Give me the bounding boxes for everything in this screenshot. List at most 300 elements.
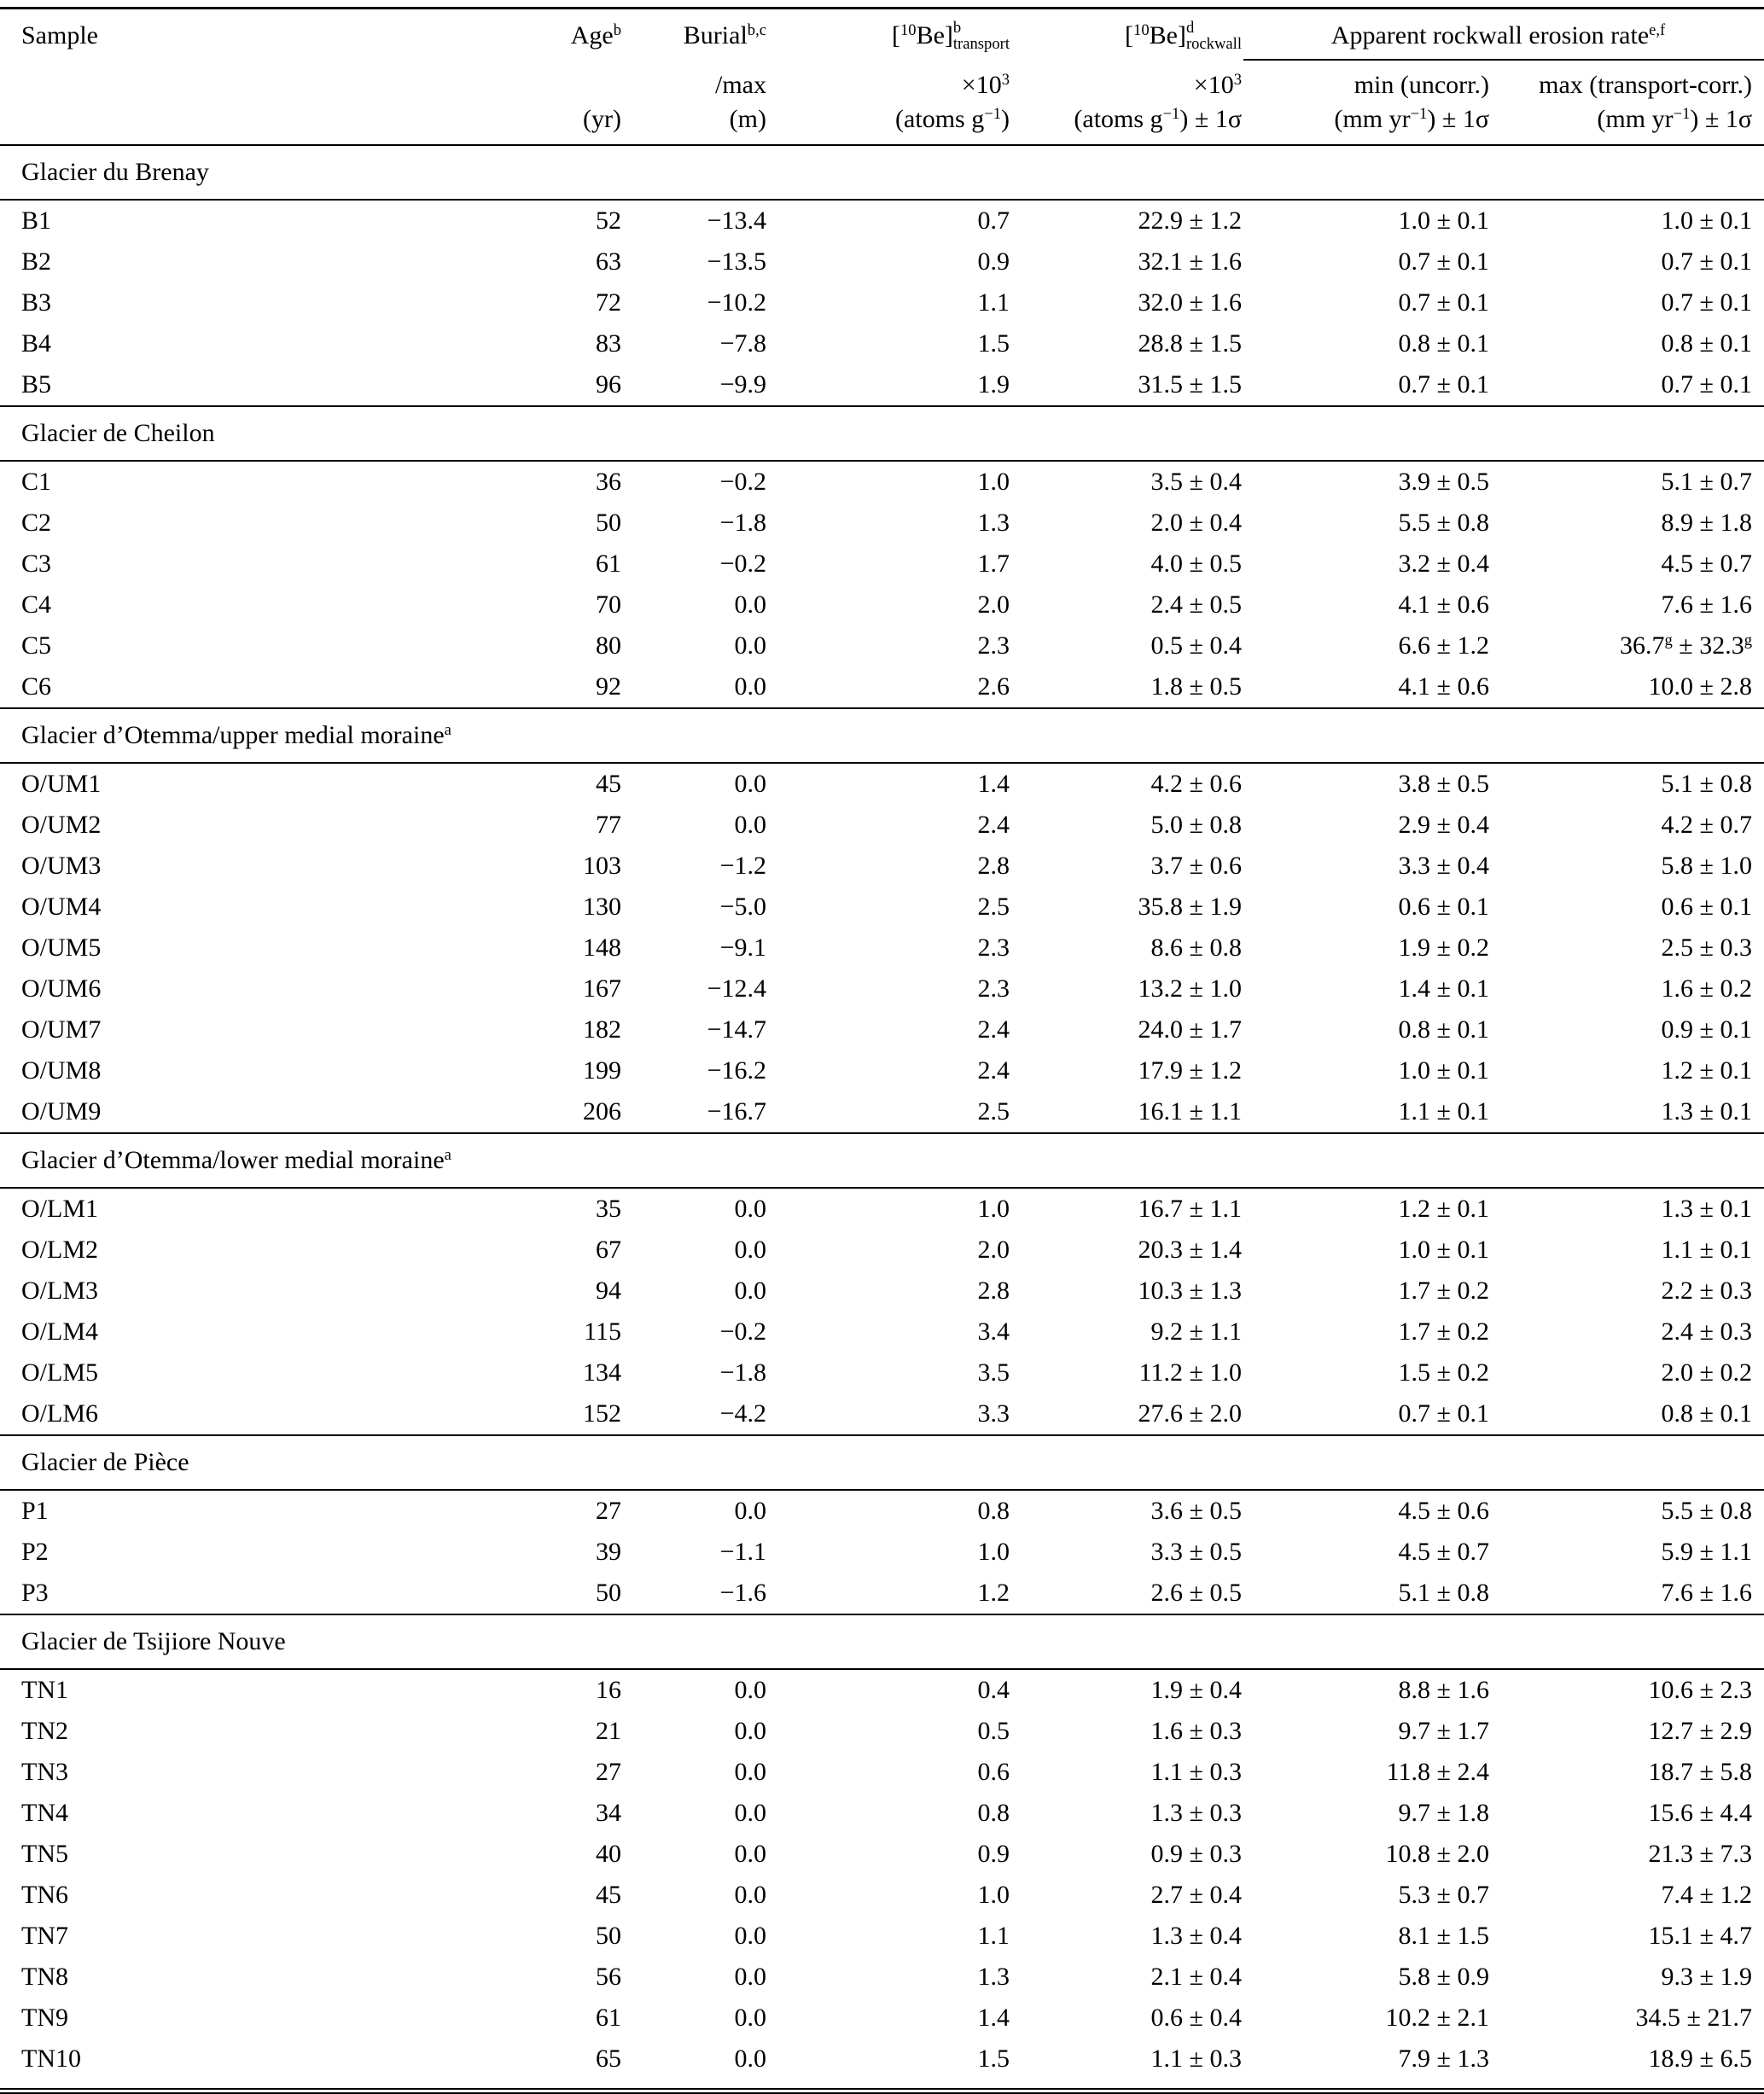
be-rockwall-cell: 11.2 ± 1.0 [1138, 1358, 1242, 1387]
table-row [0, 544, 1764, 585]
section-title: Glacier d’Otemma/lower medial moraine$^a$ [0, 1133, 1764, 1188]
sample-cell: C3 [21, 550, 52, 578]
erosion-min-cell: 0.7 ± 0.1 [1398, 1399, 1489, 1428]
table-row [0, 2039, 1764, 2079]
burial-cell: −5.0 [719, 893, 766, 921]
table-row [0, 1998, 1764, 2039]
table-row [0, 364, 1764, 406]
col-header-age: Age$^b$ [570, 20, 621, 49]
be-transport-cell: 1.3 [977, 1963, 1010, 1991]
be-rockwall-cell: 8.6 ± 0.8 [1150, 934, 1242, 962]
be-transport-cell: 0.4 [977, 1676, 1010, 1704]
erosion-min-cell: 9.7 ± 1.8 [1398, 1799, 1489, 1827]
be-transport-cell: 2.8 [977, 1277, 1010, 1305]
section-header-row [0, 145, 1764, 200]
table-row [0, 1711, 1764, 1752]
be-rockwall-cell: 5.0 ± 0.8 [1150, 811, 1242, 839]
erosion-max-cell: 2.5 ± 0.3 [1661, 934, 1753, 962]
age-cell: 45 [596, 1881, 621, 1909]
be-rockwall-cell: 1.3 ± 0.3 [1150, 1799, 1242, 1827]
erosion-min-cell: 3.9 ± 0.5 [1398, 468, 1489, 496]
table-row [0, 1752, 1764, 1793]
be-transport-cell: 1.0 [977, 1195, 1010, 1223]
erosion-min-cell: 7.9 ± 1.3 [1398, 2045, 1489, 2073]
burial-cell: 0.0 [734, 1881, 766, 1909]
burial-cell: 0.0 [734, 2045, 766, 2073]
sample-cell: TN7 [21, 1922, 68, 1950]
erosion-max-cell: 0.9 ± 0.1 [1661, 1015, 1753, 1044]
age-cell: 45 [596, 770, 621, 798]
age-cell: 134 [583, 1358, 621, 1387]
sample-cell: O/UM3 [21, 852, 102, 880]
burial-cell: 0.0 [734, 1277, 766, 1305]
age-cell: 70 [596, 590, 621, 619]
age-cell: 199 [583, 1056, 621, 1085]
age-cell: 50 [596, 1922, 621, 1950]
be-rockwall-cell: 2.4 ± 0.5 [1150, 590, 1242, 619]
burial-cell: 0.0 [734, 1922, 766, 1950]
age-cell: 94 [596, 1277, 621, 1305]
be-transport-cell: 1.5 [977, 2045, 1010, 2073]
be-rockwall-cell: 32.0 ± 1.6 [1138, 288, 1242, 317]
be-transport-cell: 1.0 [977, 1881, 1010, 1909]
subheader-burial-max: /max [715, 71, 766, 99]
sample-cell: O/UM2 [21, 811, 102, 839]
age-cell: 103 [583, 852, 621, 880]
be-rockwall-cell: 3.3 ± 0.5 [1150, 1538, 1242, 1566]
erosion-min-cell: 9.7 ± 1.7 [1398, 1717, 1489, 1745]
erosion-max-cell: 18.9 ± 6.5 [1648, 2045, 1753, 2073]
be-rockwall-cell: 1.6 ± 0.3 [1150, 1717, 1242, 1745]
table-row [0, 1188, 1764, 1230]
burial-cell: 0.0 [734, 1676, 766, 1704]
burial-cell: −16.7 [707, 1097, 766, 1126]
be-rockwall-cell: 2.7 ± 0.4 [1150, 1881, 1242, 1909]
table-row [0, 887, 1764, 928]
table-row [0, 968, 1764, 1009]
burial-cell: 0.0 [734, 590, 766, 619]
header-row-subheaders [0, 60, 1764, 101]
table-row [0, 585, 1764, 625]
be-transport-cell: 1.5 [977, 329, 1010, 358]
be-rockwall-cell: 2.0 ± 0.4 [1150, 509, 1242, 537]
be-rockwall-cell: 3.6 ± 0.5 [1150, 1497, 1242, 1525]
erosion-max-cell: 1.6 ± 0.2 [1661, 974, 1753, 1003]
section-header-row [0, 1133, 1764, 1188]
data-table-container [0, 7, 1764, 2094]
burial-cell: 0.0 [734, 672, 766, 701]
section-title: Glacier de Tsijiore Nouve [0, 1614, 1764, 1669]
sample-cell: O/UM4 [21, 893, 102, 921]
erosion-min-cell: 1.9 ± 0.2 [1398, 934, 1489, 962]
table-row [0, 323, 1764, 364]
section-title: Glacier de Cheilon [0, 406, 1764, 461]
sample-cell: C6 [21, 672, 52, 701]
erosion-max-cell: 10.0 ± 2.8 [1648, 672, 1753, 701]
subheader-transport-scale: $\times 10^3$ [961, 70, 1010, 99]
be-rockwall-cell: 0.5 ± 0.4 [1150, 631, 1242, 660]
table-row [0, 1393, 1764, 1435]
col-header-erosion-group: Apparent rockwall erosion rate$^{e,f}$ [1243, 9, 1764, 60]
sample-cell: TN3 [21, 1758, 68, 1786]
burial-cell: −16.2 [707, 1056, 766, 1085]
table-row [0, 1532, 1764, 1573]
sample-cell: O/UM7 [21, 1015, 102, 1044]
erosion-max-cell: 9.3 ± 1.9 [1661, 1963, 1753, 1991]
section-header-row [0, 708, 1764, 763]
erosion-max-cell: 7.4 ± 1.2 [1661, 1881, 1753, 1909]
erosion-min-cell: 1.5 ± 0.2 [1398, 1358, 1489, 1387]
section-header-row [0, 1614, 1764, 1669]
be-rockwall-cell: 0.6 ± 0.4 [1150, 2004, 1242, 2032]
sample-cell: C4 [21, 590, 52, 619]
table-row [0, 1352, 1764, 1393]
table-row [0, 1916, 1764, 1957]
burial-cell: 0.0 [734, 770, 766, 798]
be-transport-cell: 0.9 [977, 1840, 1010, 1868]
be-transport-cell: 2.5 [977, 1097, 1010, 1126]
erosion-min-cell: 5.5 ± 0.8 [1398, 509, 1489, 537]
erosion-min-cell: 0.7 ± 0.1 [1398, 247, 1489, 276]
be-transport-cell: 2.6 [977, 672, 1010, 701]
be-rockwall-cell: 28.8 ± 1.5 [1138, 329, 1242, 358]
sample-cell: TN8 [21, 1963, 68, 1991]
erosion-min-cell: 0.7 ± 0.1 [1398, 370, 1489, 398]
be-rockwall-cell: 1.1 ± 0.3 [1150, 2045, 1242, 2073]
be-transport-cell: 2.3 [977, 631, 1010, 660]
age-cell: 61 [596, 550, 621, 578]
be-transport-cell: 1.0 [977, 1538, 1010, 1566]
erosion-min-cell: 11.8 ± 2.4 [1386, 1758, 1489, 1786]
section-header-row [0, 406, 1764, 461]
erosion-min-cell: 1.2 ± 0.1 [1398, 1195, 1489, 1223]
burial-cell: 0.0 [734, 1840, 766, 1868]
age-cell: 148 [583, 934, 621, 962]
be-transport-cell: 2.4 [977, 1056, 1010, 1085]
erosion-max-cell: 7.6 ± 1.6 [1661, 1579, 1753, 1607]
be-transport-cell: 2.0 [977, 1236, 1010, 1264]
erosion-min-cell: 1.4 ± 0.1 [1398, 974, 1489, 1003]
burial-cell: 0.0 [734, 1497, 766, 1525]
age-cell: 67 [596, 1236, 621, 1264]
be-rockwall-cell: 2.1 ± 0.4 [1150, 1963, 1242, 1991]
subheader-erosion-max: max (transport-corr.) [1539, 71, 1753, 99]
sample-cell: TN6 [21, 1881, 68, 1909]
erosion-max-cell: 1.2 ± 0.1 [1661, 1056, 1753, 1085]
erosion-max-cell: 10.6 ± 2.3 [1648, 1676, 1753, 1704]
be-rockwall-cell: 9.2 ± 1.1 [1150, 1317, 1242, 1346]
burial-cell: −4.2 [719, 1399, 766, 1428]
be-transport-cell: 2.3 [977, 934, 1010, 962]
table-header [0, 9, 1764, 145]
sample-cell: O/LM2 [21, 1236, 98, 1264]
erosion-min-cell: 0.8 ± 0.1 [1398, 1015, 1489, 1044]
be-rockwall-cell: 4.2 ± 0.6 [1150, 770, 1242, 798]
age-cell: 27 [596, 1758, 621, 1786]
be-transport-cell: 3.5 [977, 1358, 1010, 1387]
be-rockwall-cell: 17.9 ± 1.2 [1138, 1056, 1242, 1085]
burial-cell: −9.9 [719, 370, 766, 398]
col-header-be-rockwall: [$^{10}$Be] d rockwall [1125, 18, 1242, 54]
sample-cell: C5 [21, 631, 52, 660]
burial-cell: −0.2 [719, 550, 766, 578]
be-transport-cell: 1.1 [977, 1922, 1010, 1950]
erosion-max-cell: 8.9 ± 1.8 [1661, 509, 1753, 537]
section-title: Glacier d’Otemma/upper medial moraine$^a$ [0, 708, 1764, 763]
header-row-labels [0, 9, 1764, 60]
age-cell: 27 [596, 1497, 621, 1525]
age-cell: 182 [583, 1015, 621, 1044]
sample-cell: TN4 [21, 1799, 68, 1827]
burial-cell: −0.2 [719, 1317, 766, 1346]
burial-cell: −1.2 [719, 852, 766, 880]
age-cell: 92 [596, 672, 621, 701]
table-row [0, 805, 1764, 846]
sample-cell: B3 [21, 288, 52, 317]
age-cell: 65 [596, 2045, 621, 2073]
erosion-min-cell: 3.3 ± 0.4 [1398, 852, 1489, 880]
be-transport-cell: 2.8 [977, 852, 1010, 880]
erosion-max-cell: 12.7 ± 2.9 [1648, 1717, 1753, 1745]
be-transport-cell: 1.9 [977, 370, 1010, 398]
be-rockwall-cell: 3.5 ± 0.4 [1150, 468, 1242, 496]
section-title: Glacier du Brenay [0, 145, 1764, 200]
erosion-min-cell: 1.0 ± 0.1 [1398, 206, 1489, 235]
sample-cell: TN2 [21, 1717, 68, 1745]
table-row [0, 928, 1764, 968]
burial-cell: 0.0 [734, 1717, 766, 1745]
burial-cell: 0.0 [734, 631, 766, 660]
erosion-min-cell: 0.7 ± 0.1 [1398, 288, 1489, 317]
sample-cell: TN5 [21, 1840, 68, 1868]
subheader-sample-empty [0, 60, 393, 101]
table-row [0, 846, 1764, 887]
erosion-max-cell: 1.3 ± 0.1 [1661, 1195, 1753, 1223]
be-transport-cell: 1.1 [977, 288, 1010, 317]
sample-cell: B2 [21, 247, 52, 276]
sample-cell: O/LM4 [21, 1317, 98, 1346]
be-rockwall-cell: 16.1 ± 1.1 [1138, 1097, 1242, 1126]
age-cell: 206 [583, 1097, 621, 1126]
age-cell: 80 [596, 631, 621, 660]
unit-sample-empty [0, 101, 393, 145]
be-rockwall-cell: 1.1 ± 0.3 [1150, 1758, 1242, 1786]
burial-cell: 0.0 [734, 1195, 766, 1223]
age-cell: 52 [596, 206, 621, 235]
erosion-min-cell: 3.8 ± 0.5 [1398, 770, 1489, 798]
age-cell: 72 [596, 288, 621, 317]
age-cell: 56 [596, 1963, 621, 1991]
be-rockwall-cell: 1.8 ± 0.5 [1150, 672, 1242, 701]
erosion-min-cell: 0.6 ± 0.1 [1398, 893, 1489, 921]
erosion-min-cell: 8.8 ± 1.6 [1398, 1676, 1489, 1704]
erosion-max-cell: 15.6 ± 4.4 [1648, 1799, 1753, 1827]
erosion-max-cell: 5.1 ± 0.7 [1661, 468, 1753, 496]
erosion-max-cell: 5.5 ± 0.8 [1661, 1497, 1753, 1525]
erosion-max-cell: 1.0 ± 0.1 [1661, 206, 1753, 235]
table-row [0, 1957, 1764, 1998]
erosion-max-cell: 1.3 ± 0.1 [1661, 1097, 1753, 1126]
sample-cell: O/LM6 [21, 1399, 98, 1428]
erosion-max-cell: 0.7 ± 0.1 [1661, 247, 1753, 276]
sample-cell: O/LM1 [21, 1195, 98, 1223]
age-cell: 130 [583, 893, 621, 921]
sample-cell: TN1 [21, 1676, 68, 1704]
burial-cell: −1.8 [719, 509, 766, 537]
section-title: Glacier de Pièce [0, 1435, 1764, 1490]
col-header-burial: Burial$^{b,c}$ [683, 20, 766, 49]
erosion-min-cell: 3.2 ± 0.4 [1398, 550, 1489, 578]
erosion-max-cell: 21.3 ± 7.3 [1648, 1840, 1753, 1868]
col-header-sample: Sample [21, 21, 98, 49]
erosion-min-cell: 1.0 ± 0.1 [1398, 1056, 1489, 1085]
age-cell: 21 [596, 1717, 621, 1745]
be-transport-cell: 0.8 [977, 1497, 1010, 1525]
table-row [0, 625, 1764, 666]
erosion-max-cell: 0.8 ± 0.1 [1661, 329, 1753, 358]
erosion-min-cell: 4.5 ± 0.6 [1398, 1497, 1489, 1525]
subheader-erosion-min: min (uncorr.) [1354, 71, 1489, 99]
sample-cell: C1 [21, 468, 52, 496]
be-transport-cell: 1.7 [977, 550, 1010, 578]
erosion-max-cell: 2.2 ± 0.3 [1661, 1277, 1753, 1305]
be-transport-cell: 2.4 [977, 811, 1010, 839]
be-rockwall-cell: 1.3 ± 0.4 [1150, 1922, 1242, 1950]
erosion-max-cell: 0.8 ± 0.1 [1661, 1399, 1753, 1428]
table-row [0, 1050, 1764, 1091]
table-row [0, 1490, 1764, 1532]
sample-cell: B4 [21, 329, 52, 358]
unit-transport: (atoms $g^{-1}$) [895, 104, 1010, 133]
be-transport-cell: 0.7 [977, 206, 1010, 235]
burial-cell: 0.0 [734, 2004, 766, 2032]
table-row [0, 282, 1764, 323]
subheader-age-empty [393, 60, 623, 101]
col-header-be-transport: [$^{10}$Be] b transport [891, 18, 1010, 54]
erosion-min-cell: 4.5 ± 0.7 [1398, 1538, 1489, 1566]
erosion-max-cell: 36.7$^g$ ± 32.3$^g$ [1619, 631, 1753, 660]
age-cell: 34 [596, 1799, 621, 1827]
erosion-max-cell: 2.0 ± 0.2 [1661, 1358, 1753, 1387]
sample-cell: O/UM8 [21, 1056, 102, 1085]
be-transport-cell: 0.6 [977, 1758, 1010, 1786]
age-cell: 40 [596, 1840, 621, 1868]
age-cell: 83 [596, 329, 621, 358]
erosion-max-cell: 2.4 ± 0.3 [1661, 1317, 1753, 1346]
be-transport-cell: 1.3 [977, 509, 1010, 537]
erosion-max-cell: 15.1 ± 4.7 [1648, 1922, 1753, 1950]
be-transport-cell: 1.4 [977, 2004, 1010, 2032]
erosion-min-cell: 5.1 ± 0.8 [1398, 1579, 1489, 1607]
erosion-rate-table [0, 9, 1764, 2079]
erosion-max-cell: 4.2 ± 0.7 [1661, 811, 1753, 839]
age-cell: 39 [596, 1538, 621, 1566]
age-cell: 167 [583, 974, 621, 1003]
burial-cell: 0.0 [734, 811, 766, 839]
be-rockwall-cell: 22.9 ± 1.2 [1138, 206, 1242, 235]
be-rockwall-cell: 31.5 ± 1.5 [1138, 370, 1242, 398]
section-header-row [0, 1435, 1764, 1490]
table-row [0, 241, 1764, 282]
age-cell: 77 [596, 811, 621, 839]
erosion-min-cell: 1.7 ± 0.2 [1398, 1277, 1489, 1305]
unit-erosion-min: (mm $yr^{-1}) \pm 1\sigma$ [1334, 104, 1489, 133]
sample-cell: TN10 [21, 2045, 81, 2073]
erosion-min-cell: 10.8 ± 2.0 [1385, 1840, 1489, 1868]
be-rockwall-cell: 2.6 ± 0.5 [1150, 1579, 1242, 1607]
erosion-min-cell: 0.8 ± 0.1 [1398, 329, 1489, 358]
sample-cell: O/UM5 [21, 934, 102, 962]
be-transport-cell: 2.4 [977, 1015, 1010, 1044]
sample-cell: O/LM5 [21, 1358, 98, 1387]
table-row [0, 1669, 1764, 1711]
erosion-max-cell: 5.9 ± 1.1 [1661, 1538, 1753, 1566]
be-transport-cell: 1.0 [977, 468, 1010, 496]
burial-cell: −0.2 [719, 468, 766, 496]
erosion-max-cell: 4.5 ± 0.7 [1661, 550, 1753, 578]
table-row [0, 503, 1764, 544]
age-cell: 61 [596, 2004, 621, 2032]
table-row [0, 200, 1764, 241]
unit-age: (yr) [583, 105, 621, 133]
be-rockwall-cell: 24.0 ± 1.7 [1138, 1015, 1242, 1044]
erosion-min-cell: 6.6 ± 1.2 [1398, 631, 1489, 660]
erosion-min-cell: 4.1 ± 0.6 [1398, 590, 1489, 619]
be-rockwall-cell: 13.2 ± 1.0 [1138, 974, 1242, 1003]
burial-cell: −1.1 [719, 1538, 766, 1566]
table-row [0, 666, 1764, 708]
burial-cell: −9.1 [719, 934, 766, 962]
erosion-min-cell: 1.0 ± 0.1 [1398, 1236, 1489, 1264]
be-transport-cell: 3.4 [977, 1317, 1010, 1346]
erosion-min-cell: 8.1 ± 1.5 [1398, 1922, 1489, 1950]
age-cell: 50 [596, 1579, 621, 1607]
be-transport-cell: 0.9 [977, 247, 1010, 276]
burial-cell: 0.0 [734, 1963, 766, 1991]
erosion-min-cell: 5.8 ± 0.9 [1398, 1963, 1489, 1991]
burial-cell: −7.8 [719, 329, 766, 358]
erosion-max-cell: 7.6 ± 1.6 [1661, 590, 1753, 619]
be-rockwall-cell: 4.0 ± 0.5 [1150, 550, 1242, 578]
sample-cell: P2 [21, 1538, 49, 1566]
sample-cell: O/LM3 [21, 1277, 98, 1305]
table-row [0, 1573, 1764, 1614]
erosion-max-cell: 0.7 ± 0.1 [1661, 370, 1753, 398]
burial-cell: −13.4 [707, 206, 766, 235]
erosion-min-cell: 5.3 ± 0.7 [1398, 1881, 1489, 1909]
erosion-max-cell: 5.8 ± 1.0 [1661, 852, 1753, 880]
table-row [0, 1312, 1764, 1352]
erosion-max-cell: 5.1 ± 0.8 [1661, 770, 1753, 798]
be-rockwall-cell: 27.6 ± 2.0 [1138, 1399, 1242, 1428]
sample-cell: P3 [21, 1579, 49, 1607]
burial-cell: −10.2 [707, 288, 766, 317]
age-cell: 35 [596, 1195, 621, 1223]
age-cell: 36 [596, 468, 621, 496]
burial-cell: −14.7 [707, 1015, 766, 1044]
burial-cell: −1.6 [719, 1579, 766, 1607]
table-body [0, 145, 1764, 2079]
age-cell: 152 [583, 1399, 621, 1428]
unit-burial: (m) [729, 105, 766, 133]
erosion-max-cell: 18.7 ± 5.8 [1648, 1758, 1753, 1786]
erosion-max-cell: 0.6 ± 0.1 [1661, 893, 1753, 921]
sample-cell: O/UM1 [21, 770, 102, 798]
be-transport-cell: 1.4 [977, 770, 1010, 798]
sample-cell: TN9 [21, 2004, 68, 2032]
table-row [0, 763, 1764, 805]
burial-cell: −13.5 [707, 247, 766, 276]
